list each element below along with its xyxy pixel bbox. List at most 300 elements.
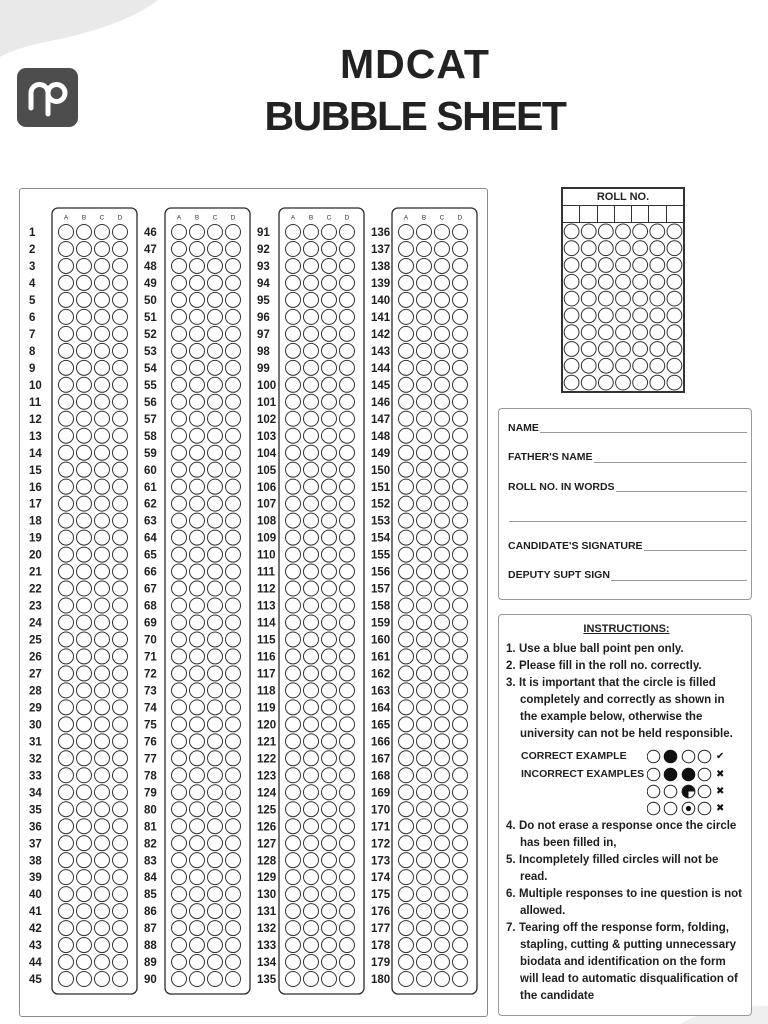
answer-bubble-119-c[interactable] (322, 700, 337, 715)
answer-bubble-132-d[interactable] (340, 921, 355, 936)
answer-bubble-130-d[interactable] (340, 887, 355, 902)
answer-bubble-64-b[interactable] (190, 530, 205, 545)
roll-bubble[interactable] (616, 274, 631, 289)
answer-bubble-35-d[interactable] (113, 802, 128, 817)
answer-bubble-178-b[interactable] (417, 938, 432, 953)
answer-bubble-177-a[interactable] (399, 921, 414, 936)
answer-bubble-96-a[interactable] (286, 309, 301, 324)
answer-bubble-51-a[interactable] (172, 309, 187, 324)
answer-bubble-41-c[interactable] (95, 904, 110, 919)
roll-bubble[interactable] (650, 274, 665, 289)
answer-bubble-150-d[interactable] (453, 462, 468, 477)
answer-bubble-30-a[interactable] (59, 717, 74, 732)
answer-bubble-25-b[interactable] (77, 632, 92, 647)
answer-bubble-145-b[interactable] (417, 377, 432, 392)
answer-bubble-71-a[interactable] (172, 649, 187, 664)
answer-bubble-142-b[interactable] (417, 326, 432, 341)
answer-bubble-131-c[interactable] (322, 904, 337, 919)
answer-bubble-34-d[interactable] (113, 785, 128, 800)
answer-bubble-92-c[interactable] (322, 241, 337, 256)
answer-bubble-114-c[interactable] (322, 615, 337, 630)
answer-bubble-85-c[interactable] (208, 887, 223, 902)
answer-bubble-167-d[interactable] (453, 751, 468, 766)
answer-bubble-15-d[interactable] (113, 462, 128, 477)
answer-bubble-121-a[interactable] (286, 734, 301, 749)
answer-bubble-104-a[interactable] (286, 445, 301, 460)
answer-bubble-61-c[interactable] (208, 479, 223, 494)
answer-bubble-104-b[interactable] (304, 445, 319, 460)
answer-bubble-25-d[interactable] (113, 632, 128, 647)
answer-bubble-130-c[interactable] (322, 887, 337, 902)
answer-bubble-43-b[interactable] (77, 938, 92, 953)
answer-bubble-32-c[interactable] (95, 751, 110, 766)
answer-bubble-109-a[interactable] (286, 530, 301, 545)
answer-bubble-43-c[interactable] (95, 938, 110, 953)
answer-bubble-126-c[interactable] (322, 819, 337, 834)
roll-bubble[interactable] (598, 291, 613, 306)
answer-bubble-161-c[interactable] (435, 649, 450, 664)
answer-bubble-112-a[interactable] (286, 581, 301, 596)
answer-bubble-138-c[interactable] (435, 258, 450, 273)
answer-bubble-99-d[interactable] (340, 360, 355, 375)
answer-bubble-87-a[interactable] (172, 921, 187, 936)
answer-bubble-143-b[interactable] (417, 343, 432, 358)
roll-bubble[interactable] (616, 258, 631, 273)
answer-bubble-105-a[interactable] (286, 462, 301, 477)
answer-bubble-69-c[interactable] (208, 615, 223, 630)
answer-bubble-52-d[interactable] (226, 326, 241, 341)
answer-bubble-105-d[interactable] (340, 462, 355, 477)
roll-bubble[interactable] (667, 325, 682, 340)
answer-bubble-139-a[interactable] (399, 275, 414, 290)
answer-bubble-154-a[interactable] (399, 530, 414, 545)
answer-bubble-37-d[interactable] (113, 836, 128, 851)
roll-bubble[interactable] (564, 224, 579, 239)
answer-bubble-141-b[interactable] (417, 309, 432, 324)
answer-bubble-14-a[interactable] (59, 445, 74, 460)
answer-bubble-176-c[interactable] (435, 904, 450, 919)
answer-bubble-3-a[interactable] (59, 258, 74, 273)
answer-bubble-137-c[interactable] (435, 241, 450, 256)
answer-bubble-46-b[interactable] (190, 225, 205, 240)
answer-bubble-168-d[interactable] (453, 768, 468, 783)
answer-bubble-15-b[interactable] (77, 462, 92, 477)
roll-bubble[interactable] (564, 325, 579, 340)
answer-bubble-21-c[interactable] (95, 564, 110, 579)
answer-bubble-175-d[interactable] (453, 887, 468, 902)
answer-bubble-82-b[interactable] (190, 836, 205, 851)
answer-bubble-163-b[interactable] (417, 683, 432, 698)
answer-bubble-109-d[interactable] (340, 530, 355, 545)
answer-bubble-142-a[interactable] (399, 326, 414, 341)
answer-bubble-46-c[interactable] (208, 225, 223, 240)
answer-bubble-45-c[interactable] (95, 972, 110, 987)
answer-bubble-171-c[interactable] (435, 819, 450, 834)
roll-bubble[interactable] (598, 325, 613, 340)
answer-bubble-104-d[interactable] (340, 445, 355, 460)
answer-bubble-138-a[interactable] (399, 258, 414, 273)
roll-bubble[interactable] (598, 375, 613, 390)
answer-bubble-11-c[interactable] (95, 394, 110, 409)
answer-bubble-163-c[interactable] (435, 683, 450, 698)
answer-bubble-149-d[interactable] (453, 445, 468, 460)
roll-bubble[interactable] (564, 241, 579, 256)
answer-bubble-10-c[interactable] (95, 377, 110, 392)
answer-bubble-93-c[interactable] (322, 258, 337, 273)
roll-bubble[interactable] (667, 224, 682, 239)
answer-bubble-1-a[interactable] (59, 225, 74, 240)
answer-bubble-126-d[interactable] (340, 819, 355, 834)
answer-bubble-129-c[interactable] (322, 870, 337, 885)
answer-bubble-147-a[interactable] (399, 411, 414, 426)
answer-bubble-90-d[interactable] (226, 972, 241, 987)
answer-bubble-151-d[interactable] (453, 479, 468, 494)
answer-bubble-5-d[interactable] (113, 292, 128, 307)
roll-bubble[interactable] (633, 325, 648, 340)
answer-bubble-156-d[interactable] (453, 564, 468, 579)
answer-bubble-83-a[interactable] (172, 853, 187, 868)
answer-bubble-163-d[interactable] (453, 683, 468, 698)
answer-bubble-56-c[interactable] (208, 394, 223, 409)
answer-bubble-160-b[interactable] (417, 632, 432, 647)
answer-bubble-56-d[interactable] (226, 394, 241, 409)
answer-bubble-169-b[interactable] (417, 785, 432, 800)
roll-digit-write-cell[interactable] (649, 206, 666, 222)
answer-bubble-34-c[interactable] (95, 785, 110, 800)
answer-bubble-20-c[interactable] (95, 547, 110, 562)
answer-bubble-54-a[interactable] (172, 360, 187, 375)
answer-bubble-68-c[interactable] (208, 598, 223, 613)
answer-bubble-176-b[interactable] (417, 904, 432, 919)
answer-bubble-18-d[interactable] (113, 513, 128, 528)
answer-bubble-108-b[interactable] (304, 513, 319, 528)
answer-bubble-172-c[interactable] (435, 836, 450, 851)
answer-bubble-16-a[interactable] (59, 479, 74, 494)
answer-bubble-134-c[interactable] (322, 955, 337, 970)
answer-bubble-65-b[interactable] (190, 547, 205, 562)
roll-bubble[interactable] (616, 375, 631, 390)
roll-bubble[interactable] (581, 342, 596, 357)
answer-bubble-106-a[interactable] (286, 479, 301, 494)
answer-bubble-42-c[interactable] (95, 921, 110, 936)
answer-bubble-101-a[interactable] (286, 394, 301, 409)
answer-bubble-112-c[interactable] (322, 581, 337, 596)
roll-bubble[interactable] (650, 224, 665, 239)
answer-bubble-149-a[interactable] (399, 445, 414, 460)
roll-bubble[interactable] (581, 241, 596, 256)
answer-bubble-12-d[interactable] (113, 411, 128, 426)
answer-bubble-62-c[interactable] (208, 496, 223, 511)
answer-bubble-85-b[interactable] (190, 887, 205, 902)
answer-bubble-107-a[interactable] (286, 496, 301, 511)
answer-bubble-101-c[interactable] (322, 394, 337, 409)
answer-bubble-110-a[interactable] (286, 547, 301, 562)
answer-bubble-65-c[interactable] (208, 547, 223, 562)
answer-bubble-25-c[interactable] (95, 632, 110, 647)
answer-bubble-26-a[interactable] (59, 649, 74, 664)
answer-bubble-74-c[interactable] (208, 700, 223, 715)
answer-bubble-2-c[interactable] (95, 241, 110, 256)
answer-bubble-89-d[interactable] (226, 955, 241, 970)
answer-bubble-159-b[interactable] (417, 615, 432, 630)
answer-bubble-104-c[interactable] (322, 445, 337, 460)
answer-bubble-59-d[interactable] (226, 445, 241, 460)
answer-bubble-126-b[interactable] (304, 819, 319, 834)
answer-bubble-124-b[interactable] (304, 785, 319, 800)
answer-bubble-73-b[interactable] (190, 683, 205, 698)
answer-bubble-102-b[interactable] (304, 411, 319, 426)
roll-bubble[interactable] (564, 358, 579, 373)
answer-bubble-66-b[interactable] (190, 564, 205, 579)
answer-bubble-103-a[interactable] (286, 428, 301, 443)
answer-bubble-102-c[interactable] (322, 411, 337, 426)
answer-bubble-77-a[interactable] (172, 751, 187, 766)
answer-bubble-147-b[interactable] (417, 411, 432, 426)
roll-bubble[interactable] (667, 308, 682, 323)
answer-bubble-172-a[interactable] (399, 836, 414, 851)
answer-bubble-62-d[interactable] (226, 496, 241, 511)
answer-bubble-173-c[interactable] (435, 853, 450, 868)
answer-bubble-118-d[interactable] (340, 683, 355, 698)
roll-bubble[interactable] (581, 291, 596, 306)
roll-bubble[interactable] (633, 291, 648, 306)
answer-bubble-87-c[interactable] (208, 921, 223, 936)
answer-bubble-79-a[interactable] (172, 785, 187, 800)
answer-bubble-60-a[interactable] (172, 462, 187, 477)
answer-bubble-1-c[interactable] (95, 225, 110, 240)
answer-bubble-18-b[interactable] (77, 513, 92, 528)
answer-bubble-59-a[interactable] (172, 445, 187, 460)
answer-bubble-157-d[interactable] (453, 581, 468, 596)
answer-bubble-108-d[interactable] (340, 513, 355, 528)
answer-bubble-22-a[interactable] (59, 581, 74, 596)
answer-bubble-167-a[interactable] (399, 751, 414, 766)
answer-bubble-16-d[interactable] (113, 479, 128, 494)
answer-bubble-81-d[interactable] (226, 819, 241, 834)
answer-bubble-9-b[interactable] (77, 360, 92, 375)
answer-bubble-110-b[interactable] (304, 547, 319, 562)
answer-bubble-106-b[interactable] (304, 479, 319, 494)
answer-bubble-89-a[interactable] (172, 955, 187, 970)
answer-bubble-106-c[interactable] (322, 479, 337, 494)
answer-bubble-29-b[interactable] (77, 700, 92, 715)
answer-bubble-120-a[interactable] (286, 717, 301, 732)
answer-bubble-133-d[interactable] (340, 938, 355, 953)
answer-bubble-148-b[interactable] (417, 428, 432, 443)
answer-bubble-166-c[interactable] (435, 734, 450, 749)
answer-bubble-12-c[interactable] (95, 411, 110, 426)
answer-bubble-156-b[interactable] (417, 564, 432, 579)
answer-bubble-97-d[interactable] (340, 326, 355, 341)
answer-bubble-23-c[interactable] (95, 598, 110, 613)
answer-bubble-108-a[interactable] (286, 513, 301, 528)
answer-bubble-49-a[interactable] (172, 275, 187, 290)
answer-bubble-95-a[interactable] (286, 292, 301, 307)
answer-bubble-122-c[interactable] (322, 751, 337, 766)
answer-bubble-154-b[interactable] (417, 530, 432, 545)
answer-bubble-135-a[interactable] (286, 972, 301, 987)
answer-bubble-177-c[interactable] (435, 921, 450, 936)
answer-bubble-38-b[interactable] (77, 853, 92, 868)
answer-bubble-31-c[interactable] (95, 734, 110, 749)
answer-bubble-91-a[interactable] (286, 225, 301, 240)
answer-bubble-62-b[interactable] (190, 496, 205, 511)
answer-bubble-145-a[interactable] (399, 377, 414, 392)
answer-bubble-26-c[interactable] (95, 649, 110, 664)
answer-bubble-173-b[interactable] (417, 853, 432, 868)
answer-bubble-4-b[interactable] (77, 275, 92, 290)
answer-bubble-122-a[interactable] (286, 751, 301, 766)
roll-bubble[interactable] (564, 342, 579, 357)
answer-bubble-155-a[interactable] (399, 547, 414, 562)
answer-bubble-111-b[interactable] (304, 564, 319, 579)
answer-bubble-36-a[interactable] (59, 819, 74, 834)
answer-bubble-93-a[interactable] (286, 258, 301, 273)
answer-bubble-140-b[interactable] (417, 292, 432, 307)
answer-bubble-144-d[interactable] (453, 360, 468, 375)
answer-bubble-52-b[interactable] (190, 326, 205, 341)
answer-bubble-140-d[interactable] (453, 292, 468, 307)
field-write-line[interactable] (594, 452, 747, 463)
roll-bubble[interactable] (616, 224, 631, 239)
answer-bubble-7-a[interactable] (59, 326, 74, 341)
answer-bubble-119-a[interactable] (286, 700, 301, 715)
answer-bubble-17-a[interactable] (59, 496, 74, 511)
answer-bubble-83-d[interactable] (226, 853, 241, 868)
answer-bubble-158-b[interactable] (417, 598, 432, 613)
roll-bubble[interactable] (616, 358, 631, 373)
answer-bubble-78-d[interactable] (226, 768, 241, 783)
answer-bubble-168-b[interactable] (417, 768, 432, 783)
answer-bubble-161-d[interactable] (453, 649, 468, 664)
answer-bubble-28-a[interactable] (59, 683, 74, 698)
answer-bubble-162-a[interactable] (399, 666, 414, 681)
answer-bubble-87-b[interactable] (190, 921, 205, 936)
answer-bubble-10-d[interactable] (113, 377, 128, 392)
answer-bubble-57-b[interactable] (190, 411, 205, 426)
answer-bubble-84-b[interactable] (190, 870, 205, 885)
answer-bubble-125-c[interactable] (322, 802, 337, 817)
answer-bubble-174-d[interactable] (453, 870, 468, 885)
answer-bubble-20-b[interactable] (77, 547, 92, 562)
answer-bubble-89-b[interactable] (190, 955, 205, 970)
answer-bubble-100-c[interactable] (322, 377, 337, 392)
answer-bubble-38-d[interactable] (113, 853, 128, 868)
answer-bubble-155-c[interactable] (435, 547, 450, 562)
answer-bubble-136-b[interactable] (417, 225, 432, 240)
answer-bubble-136-c[interactable] (435, 225, 450, 240)
answer-bubble-48-b[interactable] (190, 258, 205, 273)
roll-bubble[interactable] (598, 241, 613, 256)
answer-bubble-111-a[interactable] (286, 564, 301, 579)
answer-bubble-152-b[interactable] (417, 496, 432, 511)
answer-bubble-66-d[interactable] (226, 564, 241, 579)
answer-bubble-45-a[interactable] (59, 972, 74, 987)
answer-bubble-50-c[interactable] (208, 292, 223, 307)
answer-bubble-134-d[interactable] (340, 955, 355, 970)
answer-bubble-6-d[interactable] (113, 309, 128, 324)
answer-bubble-72-d[interactable] (226, 666, 241, 681)
answer-bubble-11-d[interactable] (113, 394, 128, 409)
roll-bubble[interactable] (667, 342, 682, 357)
answer-bubble-98-c[interactable] (322, 343, 337, 358)
answer-bubble-117-a[interactable] (286, 666, 301, 681)
answer-bubble-171-b[interactable] (417, 819, 432, 834)
answer-bubble-118-a[interactable] (286, 683, 301, 698)
answer-bubble-105-c[interactable] (322, 462, 337, 477)
answer-bubble-1-b[interactable] (77, 225, 92, 240)
answer-bubble-75-d[interactable] (226, 717, 241, 732)
answer-bubble-149-b[interactable] (417, 445, 432, 460)
roll-bubble[interactable] (650, 258, 665, 273)
answer-bubble-73-d[interactable] (226, 683, 241, 698)
answer-bubble-44-b[interactable] (77, 955, 92, 970)
answer-bubble-128-d[interactable] (340, 853, 355, 868)
answer-bubble-81-a[interactable] (172, 819, 187, 834)
roll-bubble[interactable] (616, 308, 631, 323)
answer-bubble-179-a[interactable] (399, 955, 414, 970)
answer-bubble-115-b[interactable] (304, 632, 319, 647)
answer-bubble-29-a[interactable] (59, 700, 74, 715)
answer-bubble-141-a[interactable] (399, 309, 414, 324)
answer-bubble-139-c[interactable] (435, 275, 450, 290)
answer-bubble-37-b[interactable] (77, 836, 92, 851)
answer-bubble-90-c[interactable] (208, 972, 223, 987)
answer-bubble-5-b[interactable] (77, 292, 92, 307)
answer-bubble-139-b[interactable] (417, 275, 432, 290)
answer-bubble-174-b[interactable] (417, 870, 432, 885)
answer-bubble-126-a[interactable] (286, 819, 301, 834)
answer-bubble-20-d[interactable] (113, 547, 128, 562)
roll-bubble[interactable] (667, 258, 682, 273)
answer-bubble-32-d[interactable] (113, 751, 128, 766)
answer-bubble-113-b[interactable] (304, 598, 319, 613)
answer-bubble-84-c[interactable] (208, 870, 223, 885)
answer-bubble-148-d[interactable] (453, 428, 468, 443)
answer-bubble-109-c[interactable] (322, 530, 337, 545)
answer-bubble-86-b[interactable] (190, 904, 205, 919)
answer-bubble-16-c[interactable] (95, 479, 110, 494)
answer-bubble-31-a[interactable] (59, 734, 74, 749)
answer-bubble-21-b[interactable] (77, 564, 92, 579)
answer-bubble-63-d[interactable] (226, 513, 241, 528)
answer-bubble-102-d[interactable] (340, 411, 355, 426)
answer-bubble-67-a[interactable] (172, 581, 187, 596)
answer-bubble-118-b[interactable] (304, 683, 319, 698)
answer-bubble-64-d[interactable] (226, 530, 241, 545)
answer-bubble-50-b[interactable] (190, 292, 205, 307)
answer-bubble-26-d[interactable] (113, 649, 128, 664)
answer-bubble-49-d[interactable] (226, 275, 241, 290)
answer-bubble-35-a[interactable] (59, 802, 74, 817)
answer-bubble-64-a[interactable] (172, 530, 187, 545)
answer-bubble-153-d[interactable] (453, 513, 468, 528)
answer-bubble-156-c[interactable] (435, 564, 450, 579)
answer-bubble-43-d[interactable] (113, 938, 128, 953)
answer-bubble-159-c[interactable] (435, 615, 450, 630)
answer-bubble-95-d[interactable] (340, 292, 355, 307)
answer-bubble-71-d[interactable] (226, 649, 241, 664)
roll-bubble[interactable] (598, 274, 613, 289)
answer-bubble-86-c[interactable] (208, 904, 223, 919)
answer-bubble-96-d[interactable] (340, 309, 355, 324)
answer-bubble-20-a[interactable] (59, 547, 74, 562)
answer-bubble-120-d[interactable] (340, 717, 355, 732)
answer-bubble-102-a[interactable] (286, 411, 301, 426)
answer-bubble-134-a[interactable] (286, 955, 301, 970)
roll-bubble[interactable] (650, 291, 665, 306)
answer-bubble-66-a[interactable] (172, 564, 187, 579)
